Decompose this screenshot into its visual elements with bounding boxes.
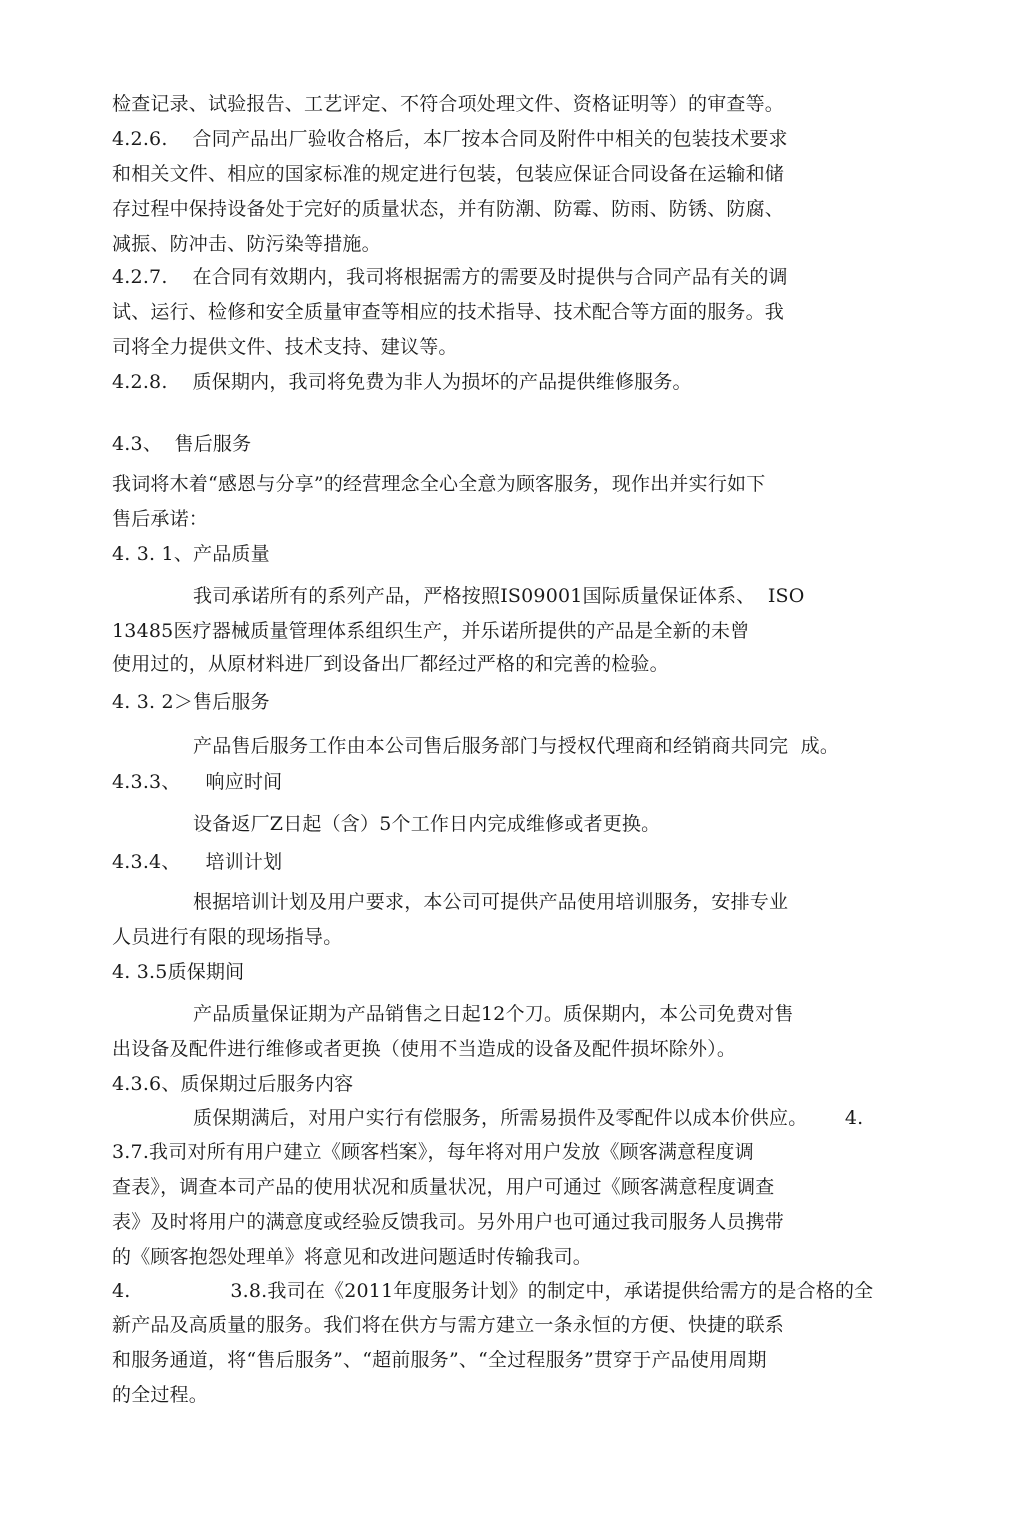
text-line: 13485医疗器械质量管理体系组织生产，并乐诺所提供的产品是全新的未曾 [112,620,750,642]
section-4-2-7: 4.2.7. 在合同有效期内，我司将根据需方的需要及时提供与合同产品有关的调 [112,266,788,288]
section-4-3-5: 4. 3.5质保期间 [112,961,245,983]
text-line: 的全过程。 [112,1384,209,1406]
text-line: 产品售后服务工作由本公司售后服务部门与授权代理商和经销商共同完 成。 [193,735,840,757]
section-4-3-6: 4.3.6、质保期过后服务内容 [112,1073,354,1095]
text-line: 和相关文件、相应的国家标准的规定进行包装，包装应保证合同设备在运输和储 [112,163,785,185]
text-line: 产品质量保证期为产品销售之日起12个刀。质保期内，本公司免费对售 [193,1003,794,1025]
section-4-3-2: 4. 3. 2＞售后服务 [112,691,270,713]
text-line: 表》及时将用户的满意度或经验反馈我司。另外用户也可通过我司服务人员携带 [112,1211,785,1233]
section-4-3-1: 4. 3. 1、产品质量 [112,543,270,565]
text-line: 存过程中保持设备处于完好的质量状态，并有防潮、防霉、防雨、防锈、防腐、 [112,198,785,220]
text-line: 我词将木着“感恩与分享”的经营理念全心全意为顾客服务，现作出并实行如下 [112,473,766,495]
section-4-2-6: 4.2.6. 合同产品出厂验收合格后，本厂按本合同及附件中相关的包装技术要求 [112,128,788,150]
text-line: 我司承诺所有的系列产品，严格按照IS09001国际质量保证体系、 ISO [193,585,805,607]
text-line: 设备返厂Z日起（含）5个工作日内完成维修或者更换。 [193,813,661,835]
text-line: 查表》，调查本司产品的使用状况和质量状况，用户可通过《顾客满意程度调查 [112,1176,775,1198]
section-4-3-4: 4.3.4、 培训计划 [112,851,283,873]
text-line: 人员进行有限的现场指导。 [112,926,343,948]
text-line: 使用过的，从原材料进厂到设备出厂都经过严格的和完善的检验。 [112,653,669,675]
section-heading-4-3: 4.3、 售后服务 [112,433,252,455]
section-4-3-3: 4.3.3、 响应时间 [112,771,283,793]
text-line: 出设备及配件进行维修或者更换（使用不当造成的设备及配件损坏除外）。 [112,1038,737,1060]
text-line: 3.7.我司对所有用户建立《顾客档案》，每年将对用户发放《顾客满意程度调 [112,1141,754,1163]
text-line: 根据培训计划及用户要求，本公司可提供产品使用培训服务，安排专业 [193,891,789,913]
text-line: 检查记录、试验报告、工艺评定、不符合项处理文件、资格证明等）的审查等。 [112,93,785,115]
text-line: 和服务通道，将“售后服务”、“超前服务”、“全过程服务”贯穿于产品使用周期 [112,1349,767,1371]
text-line: 新产品及高质量的服务。我们将在供方与需方建立一条永恒的方便、快捷的联系 [112,1314,785,1336]
text-line: 减振、防冲击、防污染等措施。 [112,233,381,255]
section-4-2-8: 4.2.8. 质保期内，我司将免费为非人为损坏的产品提供维修服务。 [112,371,692,393]
text-line: 的《顾客抱怨处理单》将意见和改进问题适时传输我司。 [112,1246,593,1268]
text-line: 售后承诺： [112,508,209,530]
text-line: 司将全力提供文件、技术支持、建议等。 [112,336,458,358]
text-line: 4. 3.8.我司在《2011年度服务计划》的制定中，承诺提供给需方的是合格的全 [112,1280,874,1302]
text-line: 质保期满后，对用户实行有偿服务，所需易损件及零配件以成本价供应。 4. [193,1107,864,1129]
text-line: 试、运行、检修和安全质量审查等相应的技术指导、技术配合等方面的服务。我 [112,301,785,323]
